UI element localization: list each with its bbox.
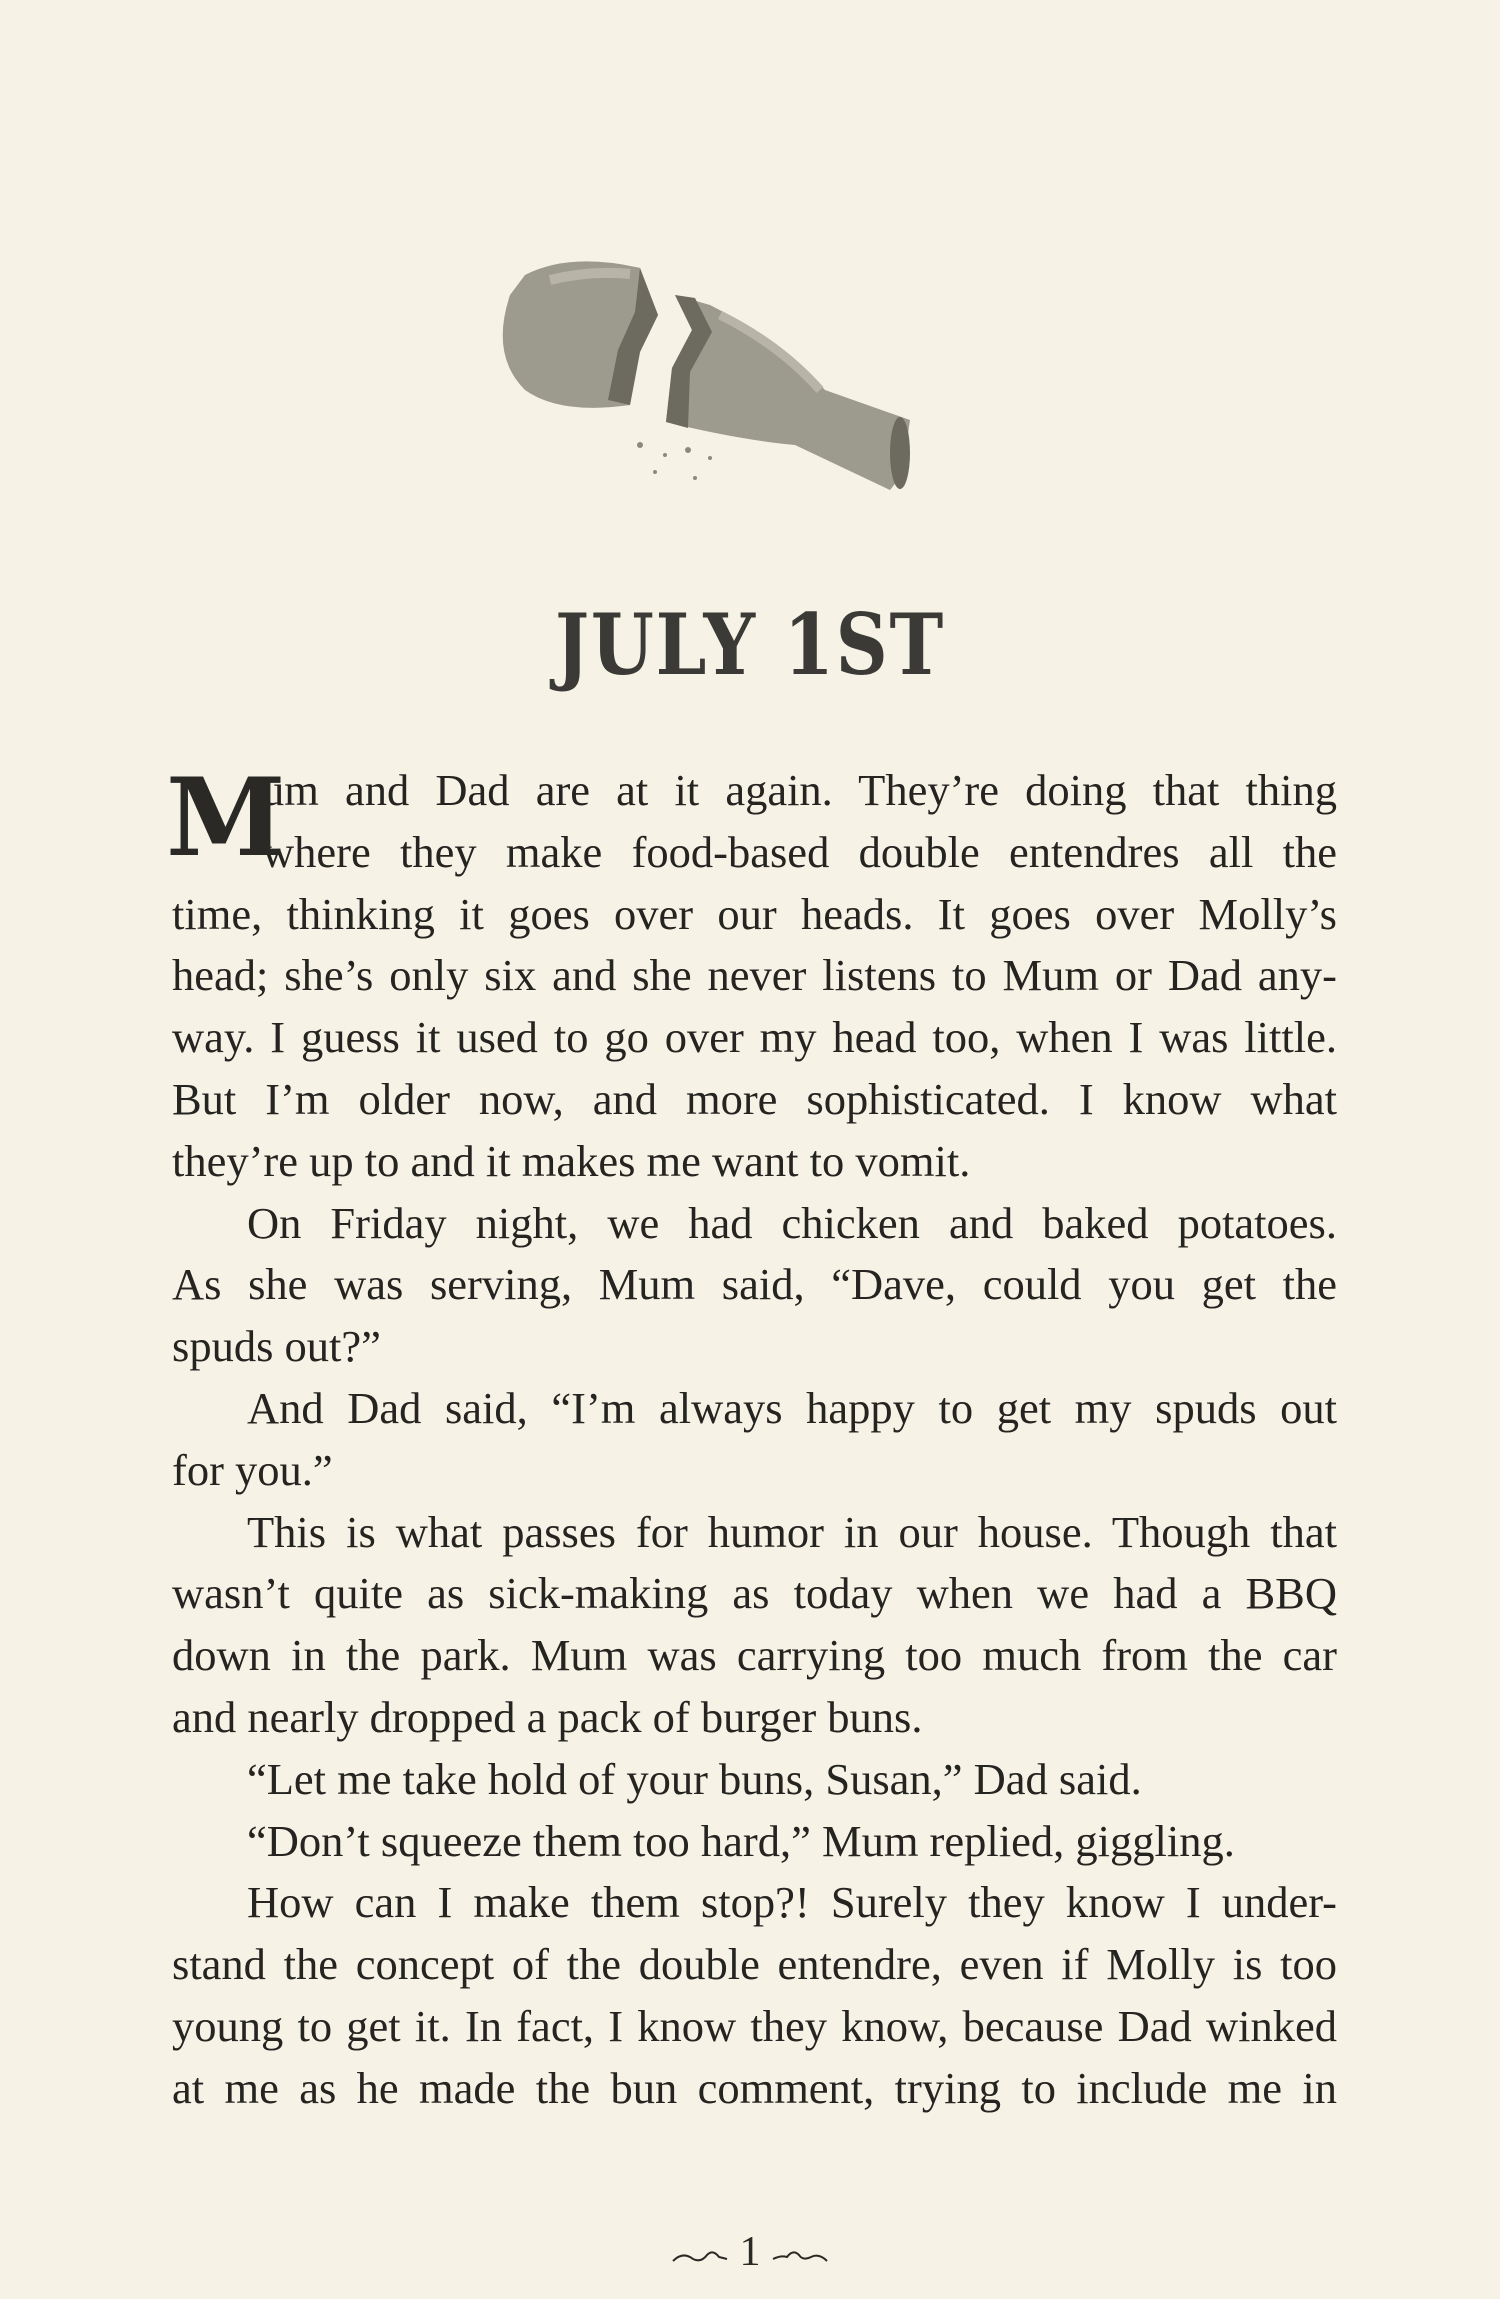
chapter-body [166, 755, 1337, 2120]
text-line: As she was serving, Mum said, “Dave, could you get the [172, 1259, 1337, 1310]
chapter-title: JULY 1ST [554, 595, 946, 694]
bottle-left-half [503, 261, 658, 407]
page-number-value: 1 [739, 2229, 761, 2275]
flourish-left-icon [671, 2245, 729, 2265]
text-line: stand the concept of the double entendre, even if Molly is too [172, 1939, 1337, 1990]
text-line: for you.” [172, 1444, 333, 1495]
text-line: time, thinking it goes over our heads. It goes over Molly’s [172, 888, 1337, 939]
text-line: they’re up to and it makes me want to vomit. [172, 1135, 971, 1186]
glass-shards [637, 442, 712, 480]
text-line: at me as he made the bun comment, trying to include me in [172, 2062, 1337, 2113]
text-line: This is what passes for humor in our house. Though that [247, 1506, 1337, 1557]
text-line: head; she’s only six and she never listens to Mum or Dad any- [172, 950, 1337, 1001]
text-line: young to get it. In fact, I know they know, because Dad winked [172, 2000, 1337, 2051]
broken-bottle-icon [490, 240, 1030, 550]
text-line: “Don’t squeeze them too hard,” Mum replied, giggling. [247, 1815, 1235, 1866]
text-line: way. I guess it used to go over my head too, when I was little. [172, 1012, 1337, 1063]
text-line: wasn’t quite as sick-making as today when we had a BBQ [172, 1568, 1337, 1619]
bottle-right-half [666, 295, 910, 490]
text-line: But I’m older now, and more sophisticated. I know what [172, 1073, 1337, 1124]
text-line: How can I make them stop?! Surely they know I under- [247, 1877, 1337, 1928]
text-line: spuds out?” [172, 1321, 381, 1372]
text-line: and nearly dropped a pack of burger buns. [172, 1691, 923, 1742]
text-line: On Friday night, we had chicken and baked potatoes. [247, 1197, 1337, 1248]
text-line: And Dad said, “I’m always happy to get my spuds out [247, 1382, 1337, 1433]
text-line: “Let me take hold of your buns, Susan,” Dad said. [247, 1753, 1142, 1804]
flourish-right-icon [771, 2245, 829, 2265]
text-line: down in the park. Mum was carrying too much from the car [172, 1630, 1337, 1681]
page-number [0, 2228, 1500, 2276]
drop-cap: M [166, 755, 286, 881]
text-line: where they make food-based double entendres all the [262, 826, 1337, 877]
text-line-content: um and Dad are at it again. They’re doing that thing [262, 765, 1337, 815]
